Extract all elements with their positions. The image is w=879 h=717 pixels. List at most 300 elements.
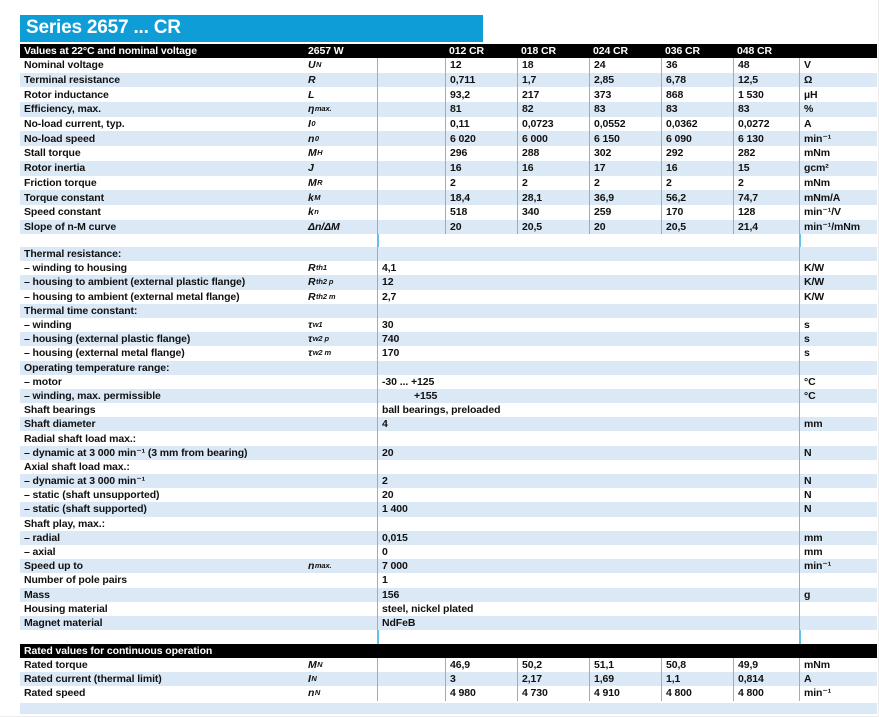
spec-row bbox=[20, 559, 877, 573]
spec-row bbox=[20, 403, 877, 417]
row-value: 128 bbox=[733, 205, 799, 220]
symbol-base: k bbox=[308, 206, 314, 219]
row-value: 518 bbox=[445, 205, 517, 220]
row-value: 36 bbox=[661, 58, 733, 73]
row-value: NdFeB bbox=[377, 616, 799, 630]
symbol-base: L bbox=[308, 88, 315, 101]
row-symbol bbox=[308, 276, 377, 288]
row-unit: µH bbox=[799, 87, 877, 102]
series-column-cell bbox=[377, 220, 445, 235]
row-value: 0,11 bbox=[445, 117, 517, 132]
spec-row bbox=[20, 616, 877, 630]
symbol-subscript: 0 bbox=[314, 133, 319, 143]
symbol-subscript: max. bbox=[314, 561, 332, 571]
spec-row bbox=[20, 658, 877, 672]
row-value: 1 400 bbox=[377, 502, 799, 516]
row-label: Terminal resistance bbox=[24, 74, 120, 87]
spec-row bbox=[20, 361, 877, 375]
row-unit: K/W bbox=[799, 261, 877, 275]
row-value: steel, nickel plated bbox=[377, 602, 799, 616]
row-label: – motor bbox=[24, 375, 62, 388]
symbol-base: U bbox=[308, 59, 316, 72]
spec-row bbox=[20, 602, 877, 616]
spec-row bbox=[20, 502, 877, 516]
row-value: 6 000 bbox=[517, 131, 589, 146]
spec-row bbox=[20, 417, 877, 431]
row-value: 2 bbox=[661, 176, 733, 191]
spec-row bbox=[20, 488, 877, 502]
spec-row bbox=[20, 318, 877, 332]
symbol-base: R bbox=[308, 290, 316, 303]
section-gap bbox=[20, 630, 877, 644]
column-divider bbox=[377, 234, 379, 247]
row-symbol bbox=[308, 319, 377, 331]
row-symbol bbox=[308, 333, 377, 345]
row-value: -30 ... +125 bbox=[377, 375, 799, 389]
row-value: 20,5 bbox=[661, 220, 733, 235]
header-condition-label: Values at 22°C and nominal voltage bbox=[24, 45, 197, 57]
row-value: 20,5 bbox=[517, 220, 589, 235]
row-value bbox=[377, 304, 799, 318]
row-value: 2,85 bbox=[589, 73, 661, 88]
rated-header-bar bbox=[20, 644, 877, 658]
row-value: 28,1 bbox=[517, 190, 589, 205]
row-symbol bbox=[308, 687, 377, 699]
row-value: ball bearings, preloaded bbox=[377, 403, 799, 417]
row-symbol bbox=[308, 118, 377, 130]
series-column-cell bbox=[377, 73, 445, 88]
row-unit: min⁻¹ bbox=[799, 131, 877, 146]
row-value: 16 bbox=[661, 161, 733, 176]
row-value: 18 bbox=[517, 58, 589, 73]
row-value: 36,9 bbox=[589, 190, 661, 205]
row-unit: °C bbox=[799, 389, 877, 403]
row-unit: K/W bbox=[799, 290, 877, 304]
row-label: Magnet material bbox=[24, 616, 103, 629]
row-symbol bbox=[308, 673, 377, 685]
row-label: Axial shaft load max.: bbox=[24, 460, 130, 473]
row-symbol bbox=[308, 347, 377, 359]
spec-row bbox=[20, 375, 877, 389]
row-label: Operating temperature range: bbox=[24, 361, 170, 374]
row-label: Efficiency, max. bbox=[24, 103, 101, 116]
row-value bbox=[377, 517, 799, 531]
row-value: 50,2 bbox=[517, 658, 589, 672]
symbol-subscript: w1 bbox=[312, 320, 323, 330]
symbol-base: M bbox=[308, 147, 317, 160]
row-unit: N bbox=[799, 474, 877, 488]
symbol-subscript: th2 p bbox=[315, 277, 334, 287]
row-value: 20 bbox=[445, 220, 517, 235]
symbol-base: η bbox=[308, 103, 315, 116]
series-name: 2657 W bbox=[308, 45, 344, 57]
row-label: – dynamic at 3 000 min⁻¹ (3 mm from bearing) bbox=[24, 446, 248, 459]
row-value: 17 bbox=[589, 161, 661, 176]
symbol-subscript: th2 m bbox=[315, 291, 336, 301]
row-value: 340 bbox=[517, 205, 589, 220]
row-unit: A bbox=[799, 672, 877, 686]
row-value: 0,0272 bbox=[733, 117, 799, 132]
row-label: Torque constant bbox=[24, 191, 104, 204]
spec-row bbox=[20, 176, 877, 191]
symbol-subscript: n bbox=[314, 207, 319, 217]
row-label: Number of pole pairs bbox=[24, 574, 128, 587]
row-value: 282 bbox=[733, 146, 799, 161]
spec-row bbox=[20, 146, 877, 161]
row-value: 2,17 bbox=[517, 672, 589, 686]
row-unit: Ω bbox=[799, 73, 877, 88]
spec-row bbox=[20, 431, 877, 445]
row-value: 20 bbox=[589, 220, 661, 235]
row-value: 18,4 bbox=[445, 190, 517, 205]
row-unit: mm bbox=[799, 545, 877, 559]
spec-table-rated bbox=[20, 658, 877, 701]
symbol-base: n bbox=[308, 687, 315, 700]
spec-row bbox=[20, 474, 877, 488]
row-value: 2,7 bbox=[377, 290, 799, 304]
spec-row bbox=[20, 87, 877, 102]
row-label: – static (shaft supported) bbox=[24, 503, 147, 516]
row-value: 2 bbox=[445, 176, 517, 191]
row-symbol bbox=[308, 262, 377, 274]
row-label: No-load current, typ. bbox=[24, 118, 125, 131]
row-value: 4 800 bbox=[733, 686, 799, 700]
spec-row bbox=[20, 672, 877, 686]
spec-row bbox=[20, 275, 877, 289]
page-title: Series 2657 ... CR bbox=[26, 17, 181, 38]
row-symbol bbox=[308, 162, 377, 174]
row-value: 15 bbox=[733, 161, 799, 176]
row-value: 12 bbox=[445, 58, 517, 73]
row-value: 12 bbox=[377, 275, 799, 289]
column-divider bbox=[377, 630, 379, 644]
row-label: – axial bbox=[24, 546, 56, 559]
row-label: Thermal time constant: bbox=[24, 304, 138, 317]
row-unit: mNm/A bbox=[799, 190, 877, 205]
symbol-base: τ bbox=[308, 333, 313, 346]
series-column-cell bbox=[377, 658, 445, 672]
symbol-base: R bbox=[308, 74, 316, 87]
column-header: 024 CR bbox=[593, 45, 629, 57]
row-unit: mNm bbox=[799, 176, 877, 191]
row-value: 0,0552 bbox=[589, 117, 661, 132]
symbol-base: I bbox=[308, 673, 311, 686]
table-header-bar bbox=[20, 44, 877, 58]
row-value: 4 730 bbox=[517, 686, 589, 700]
row-value: 4 980 bbox=[445, 686, 517, 700]
symbol-subscript: w2 p bbox=[312, 334, 329, 344]
row-value: 2 bbox=[589, 176, 661, 191]
symbol-subscript: max. bbox=[314, 104, 332, 114]
row-value: 1 530 bbox=[733, 87, 799, 102]
row-unit: gcm² bbox=[799, 161, 877, 176]
row-value: 170 bbox=[661, 205, 733, 220]
row-label: Thermal resistance: bbox=[24, 248, 122, 261]
row-label: – winding, max. permissible bbox=[24, 389, 161, 402]
row-label: Shaft diameter bbox=[24, 418, 96, 431]
series-column-cell bbox=[377, 87, 445, 102]
symbol-base: k bbox=[308, 191, 314, 204]
row-value: 373 bbox=[589, 87, 661, 102]
spec-row bbox=[20, 332, 877, 346]
spec-row bbox=[20, 117, 877, 132]
row-unit bbox=[799, 361, 877, 375]
row-value: 51,1 bbox=[589, 658, 661, 672]
row-label: – housing (external plastic flange) bbox=[24, 333, 191, 346]
spec-row bbox=[20, 261, 877, 275]
section-gap bbox=[20, 234, 877, 247]
series-column-cell bbox=[377, 205, 445, 220]
symbol-base: τ bbox=[308, 319, 313, 332]
symbol-base: n bbox=[308, 132, 315, 145]
row-value: 16 bbox=[445, 161, 517, 176]
spec-row bbox=[20, 346, 877, 360]
spec-row bbox=[20, 290, 877, 304]
spec-row bbox=[20, 389, 877, 403]
row-value: 12,5 bbox=[733, 73, 799, 88]
row-value: 50,8 bbox=[661, 658, 733, 672]
row-symbol bbox=[308, 74, 377, 86]
series-column-cell bbox=[377, 161, 445, 176]
row-unit: N bbox=[799, 488, 877, 502]
row-symbol bbox=[308, 659, 377, 671]
row-symbol bbox=[308, 59, 377, 71]
row-label: No-load speed bbox=[24, 132, 96, 145]
spec-row bbox=[20, 531, 877, 545]
row-unit: °C bbox=[799, 375, 877, 389]
spec-row bbox=[20, 58, 877, 73]
row-value: 7 000 bbox=[377, 559, 799, 573]
row-value bbox=[377, 361, 799, 375]
row-unit: min⁻¹ bbox=[799, 686, 877, 700]
row-value: 3 bbox=[445, 672, 517, 686]
row-symbol bbox=[308, 291, 377, 303]
row-unit: mNm bbox=[799, 146, 877, 161]
spec-row bbox=[20, 304, 877, 318]
row-label: Friction torque bbox=[24, 176, 97, 189]
row-label: Slope of n-M curve bbox=[24, 220, 117, 233]
row-value: 81 bbox=[445, 102, 517, 117]
row-unit bbox=[799, 517, 877, 531]
row-label: Radial shaft load max.: bbox=[24, 432, 137, 445]
column-divider bbox=[799, 234, 801, 247]
symbol-base: M bbox=[308, 176, 317, 189]
row-unit bbox=[799, 403, 877, 417]
row-label: – radial bbox=[24, 531, 60, 544]
row-unit bbox=[799, 304, 877, 318]
row-unit: s bbox=[799, 332, 877, 346]
column-header: 048 CR bbox=[737, 45, 773, 57]
row-unit: N bbox=[799, 502, 877, 516]
row-label: Speed constant bbox=[24, 206, 101, 219]
row-symbol bbox=[308, 560, 377, 572]
row-label: – dynamic at 3 000 min⁻¹ bbox=[24, 475, 146, 488]
rated-header-label: Rated values for continuous operation bbox=[24, 645, 213, 657]
series-column-cell bbox=[377, 131, 445, 146]
series-column-cell bbox=[377, 672, 445, 686]
spec-row bbox=[20, 205, 877, 220]
spec-row bbox=[20, 545, 877, 559]
row-label: Mass bbox=[24, 588, 50, 601]
row-value: 4 800 bbox=[661, 686, 733, 700]
spec-row bbox=[20, 247, 877, 261]
symbol-subscript: N bbox=[314, 688, 321, 698]
row-value: 0,0723 bbox=[517, 117, 589, 132]
row-value: 0,711 bbox=[445, 73, 517, 88]
spec-table-electrical bbox=[20, 58, 877, 234]
row-label: Speed up to bbox=[24, 560, 83, 573]
row-value: 16 bbox=[517, 161, 589, 176]
column-header: 036 CR bbox=[665, 45, 701, 57]
row-label: – housing (external metal flange) bbox=[24, 347, 185, 360]
row-value: 1 bbox=[377, 573, 799, 587]
row-value: 259 bbox=[589, 205, 661, 220]
row-value: 0 bbox=[377, 545, 799, 559]
row-unit: K/W bbox=[799, 275, 877, 289]
row-value: 2 bbox=[517, 176, 589, 191]
row-value: 6,78 bbox=[661, 73, 733, 88]
row-unit: min⁻¹ bbox=[799, 559, 877, 573]
symbol-subscript: N bbox=[315, 60, 322, 70]
symbol-subscript: R bbox=[317, 177, 323, 187]
row-value: 83 bbox=[733, 102, 799, 117]
row-value: 46,9 bbox=[445, 658, 517, 672]
row-unit bbox=[799, 460, 877, 474]
row-value: 20 bbox=[377, 446, 799, 460]
spec-row bbox=[20, 190, 877, 205]
spec-row bbox=[20, 102, 877, 117]
row-label: Shaft bearings bbox=[24, 404, 96, 417]
spec-row bbox=[20, 161, 877, 176]
row-value: 2 bbox=[377, 474, 799, 488]
spec-row bbox=[20, 588, 877, 602]
row-value: 21,4 bbox=[733, 220, 799, 235]
series-column-cell bbox=[377, 176, 445, 191]
symbol-subscript: 0 bbox=[311, 119, 316, 129]
row-symbol bbox=[308, 133, 377, 145]
row-unit: mm bbox=[799, 531, 877, 545]
series-column-cell bbox=[377, 58, 445, 73]
row-unit bbox=[799, 573, 877, 587]
row-value: 48 bbox=[733, 58, 799, 73]
row-value: 4,1 bbox=[377, 261, 799, 275]
row-value: 0,814 bbox=[733, 672, 799, 686]
symbol-base: τ bbox=[308, 347, 313, 360]
row-unit bbox=[799, 602, 877, 616]
row-unit: N bbox=[799, 446, 877, 460]
row-unit: s bbox=[799, 346, 877, 360]
row-unit: min⁻¹/mNm bbox=[799, 220, 877, 235]
row-value: 1,1 bbox=[661, 672, 733, 686]
series-column-cell bbox=[377, 146, 445, 161]
spec-row bbox=[20, 73, 877, 88]
row-label: Shaft play, max.: bbox=[24, 517, 105, 530]
symbol-base: I bbox=[308, 118, 311, 131]
row-value: 49,9 bbox=[733, 658, 799, 672]
series-title-bar bbox=[20, 15, 483, 42]
row-symbol bbox=[308, 177, 377, 189]
symbol-subscript: M bbox=[314, 192, 321, 202]
series-column-cell bbox=[377, 102, 445, 117]
row-value: 82 bbox=[517, 102, 589, 117]
symbol-base: R bbox=[308, 276, 316, 289]
row-value: 868 bbox=[661, 87, 733, 102]
row-unit bbox=[799, 616, 877, 630]
symbol-base: R bbox=[308, 262, 316, 275]
row-label: – winding bbox=[24, 319, 72, 332]
row-value bbox=[377, 247, 799, 261]
row-label: Rotor inductance bbox=[24, 88, 109, 101]
row-unit: min⁻¹/V bbox=[799, 205, 877, 220]
series-column-cell bbox=[377, 190, 445, 205]
row-label: Housing material bbox=[24, 602, 108, 615]
row-value: 292 bbox=[661, 146, 733, 161]
row-value: 4 bbox=[377, 417, 799, 431]
row-value: 30 bbox=[377, 318, 799, 332]
row-label: Stall torque bbox=[24, 147, 81, 160]
row-unit bbox=[799, 431, 877, 445]
row-value: 83 bbox=[661, 102, 733, 117]
row-value: 6 090 bbox=[661, 131, 733, 146]
row-symbol bbox=[308, 221, 377, 233]
row-label: – housing to ambient (external plastic flange) bbox=[24, 276, 246, 289]
row-value: 6 020 bbox=[445, 131, 517, 146]
row-value: 6 150 bbox=[589, 131, 661, 146]
row-label: – static (shaft unsupported) bbox=[24, 489, 160, 502]
symbol-base: n bbox=[308, 560, 315, 573]
symbol-base: M bbox=[308, 659, 317, 672]
row-value: 74,7 bbox=[733, 190, 799, 205]
column-header: 012 CR bbox=[449, 45, 485, 57]
spec-row bbox=[20, 460, 877, 474]
spec-row bbox=[20, 220, 877, 235]
row-value: 56,2 bbox=[661, 190, 733, 205]
row-value bbox=[377, 460, 799, 474]
row-value: 93,2 bbox=[445, 87, 517, 102]
row-symbol bbox=[308, 89, 377, 101]
row-label: Rated current (thermal limit) bbox=[24, 673, 162, 686]
symbol-subscript: N bbox=[311, 674, 317, 684]
row-value: 288 bbox=[517, 146, 589, 161]
spec-row bbox=[20, 446, 877, 460]
spec-row bbox=[20, 686, 877, 700]
column-header: 018 CR bbox=[521, 45, 557, 57]
row-value: 2 bbox=[733, 176, 799, 191]
row-value: 217 bbox=[517, 87, 589, 102]
row-unit bbox=[799, 247, 877, 261]
row-label: Rated speed bbox=[24, 687, 86, 700]
row-unit: s bbox=[799, 318, 877, 332]
row-label: – winding to housing bbox=[24, 262, 127, 275]
row-value bbox=[377, 431, 799, 445]
symbol-subscript: th1 bbox=[315, 263, 327, 273]
row-value: 24 bbox=[589, 58, 661, 73]
row-value: 302 bbox=[589, 146, 661, 161]
row-value: 0,015 bbox=[377, 531, 799, 545]
row-value: 83 bbox=[589, 102, 661, 117]
row-value: 20 bbox=[377, 488, 799, 502]
row-symbol bbox=[308, 103, 377, 115]
spec-row bbox=[20, 131, 877, 146]
row-value: 296 bbox=[445, 146, 517, 161]
spec-row bbox=[20, 517, 877, 531]
row-value: 6 130 bbox=[733, 131, 799, 146]
row-symbol bbox=[308, 147, 377, 159]
row-unit: A bbox=[799, 117, 877, 132]
row-value: 156 bbox=[377, 588, 799, 602]
row-unit: % bbox=[799, 102, 877, 117]
column-divider bbox=[799, 630, 801, 644]
